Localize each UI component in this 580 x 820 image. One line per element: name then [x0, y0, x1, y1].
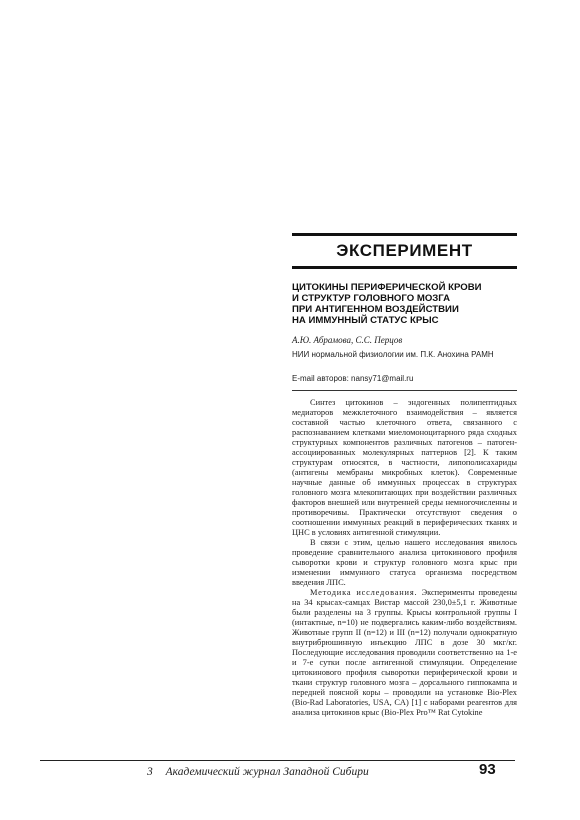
section-rule-bottom — [292, 266, 517, 269]
method-heading: Методика исследования. — [310, 588, 418, 597]
authors: А.Ю. Абрамова, С.С. Перцов — [292, 335, 403, 345]
header-divider — [292, 390, 517, 391]
article-title-line: И СТРУКТУР ГОЛОВНОГО МОЗГА — [292, 293, 451, 304]
footer-rule — [40, 760, 515, 761]
footer-journal — [147, 766, 369, 778]
journal-name: Академический журнал Западной Сибири — [165, 766, 369, 778]
article-title-line: НА ИММУННЫЙ СТАТУС КРЫС — [292, 315, 439, 326]
email-address: nansy71@mail.ru — [351, 374, 414, 383]
article-body — [292, 398, 517, 718]
email-label: E-mail авторов: — [292, 374, 349, 383]
article-title-line: ПРИ АНТИГЕННОМ ВОЗДЕЙСТВИИ — [292, 304, 459, 315]
section-rule-top — [292, 233, 517, 236]
paragraph — [292, 588, 517, 718]
affiliation: НИИ нормальной физиологии им. П.К. Анохина РАМН — [292, 350, 494, 359]
article-title-line: ЦИТОКИНЫ ПЕРИФЕРИЧЕСКОЙ КРОВИ — [292, 282, 482, 293]
article-title — [292, 282, 522, 326]
paragraph: Синтез цитокинов – эндогенных полипептидных медиаторов межклеточного взаимодействия – является составной частью клеточного ответа, связанного с распознаванием клетками миеломоноцитарного ряда сходных структурных компонентов различных патогенов – патоген-ассоциированных молекулярных паттернов [2]. К таким структурам относятся, в частности, липополисахариды (антигены мембраны микробных клеток). Современные научные данные об иммунных процессах в структурах головного мозга млекопитающих при воздействии различных факторов внешней или внутренней среды немногочисленны и противоречивы. Практически отсутствуют сведения о соотношении иммунных реакций в периферических тканях и ЦНС в условиях антигенной стимуляции. — [292, 398, 517, 537]
paragraph: В связи с этим, целью нашего исследования явилось проведение сравнительного анализа цитокинового профиля сыворотки крови и структур головного мозга крыс при изменении иммунного статуса организма посредством введения ЛПС. — [292, 538, 517, 587]
section-title: ЭКСПЕРИМЕНТ — [336, 241, 473, 260]
issue-number: 3 — [147, 766, 153, 778]
email-line — [292, 374, 413, 383]
page-number: 93 — [479, 761, 496, 778]
method-text: Эксперименты проведены на 34 крысах-самцах Вистар массой 230,0±5,1 г. Животные были разделены на 3 группы. Крысы контрольной группы I (интактные, n=10) не подвергались каким-либо воздействиям. Животные групп II (n=12) и III (n=12) получали однократную внутрибрюшинную инъекцию ЛПС в дозе 30 мкг/кг. Последующие исследования проводили соответственно на 1-е и 7-е сутки после антигенной стимуляции. Определение цитокинового профиля сыворотки периферической крови и ткани структур головного мозга – дорсального гиппокампа и передней поясной коры – проводили на установке Bio-Plex (Bio-Rad Laboratories, USA, CA) [1] с наборами реагентов для анализа цитокинов крыс (Bio-Plex Pro™ Rat Cytokine — [292, 588, 517, 717]
